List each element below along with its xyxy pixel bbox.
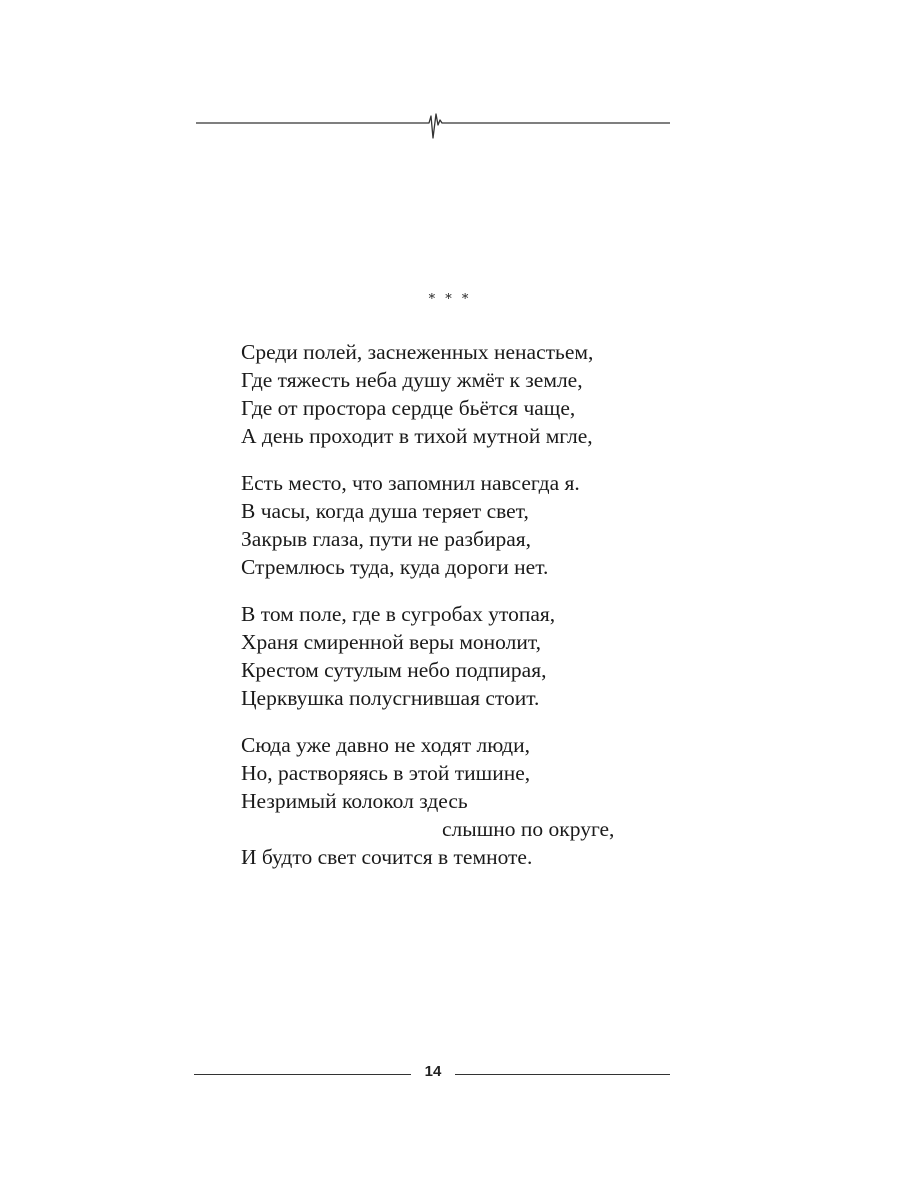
stanza-1 (241, 338, 661, 450)
poem-line: Есть место, что запомнил навсегда я. (241, 471, 580, 495)
poem-line: Где тяжесть неба душу жмёт к земле, (241, 368, 583, 392)
poem-line: Но, растворяясь в этой тишине, (241, 761, 531, 785)
poem-line: В том поле, где в сугробах утопая, (241, 602, 556, 626)
poem-line: Закрыв глаза, пути не разбирая, (241, 527, 532, 551)
section-separator: * * * (428, 292, 472, 307)
poem-body (241, 338, 661, 890)
poem-line: А день проходит в тихой мутной мгле, (241, 424, 593, 448)
poem-line: Где от простора сердце бьётся чаще, (241, 396, 576, 420)
poem-line: Незримый колокол здесь (241, 789, 468, 813)
stanza-4 (241, 731, 661, 871)
poem-line: Стремлюсь туда, куда дороги нет. (241, 555, 549, 579)
poem-line: И будто свет сочится в темноте. (241, 845, 533, 869)
poem-line: Церквушка полусгнившая стоит. (241, 686, 540, 710)
poem-line-continuation: слышно по округе, (442, 817, 615, 841)
poem-line: Среди полей, заснеженных ненастьем, (241, 340, 594, 364)
footer-rule-left (194, 1074, 411, 1075)
poem-line: Храня смиренной веры монолит, (241, 630, 542, 654)
poem-line: Крестом сутулым небо подпирая, (241, 658, 547, 682)
poem-line: Сюда уже давно не ходят люди, (241, 733, 530, 757)
stanza-3 (241, 600, 661, 712)
footer-rule-right (455, 1074, 670, 1075)
page-number: 14 (424, 1063, 442, 1080)
poem-line: В часы, когда душа теряет свет, (241, 499, 529, 523)
stanza-2 (241, 469, 661, 581)
heartbeat-divider-ornament (196, 110, 670, 140)
